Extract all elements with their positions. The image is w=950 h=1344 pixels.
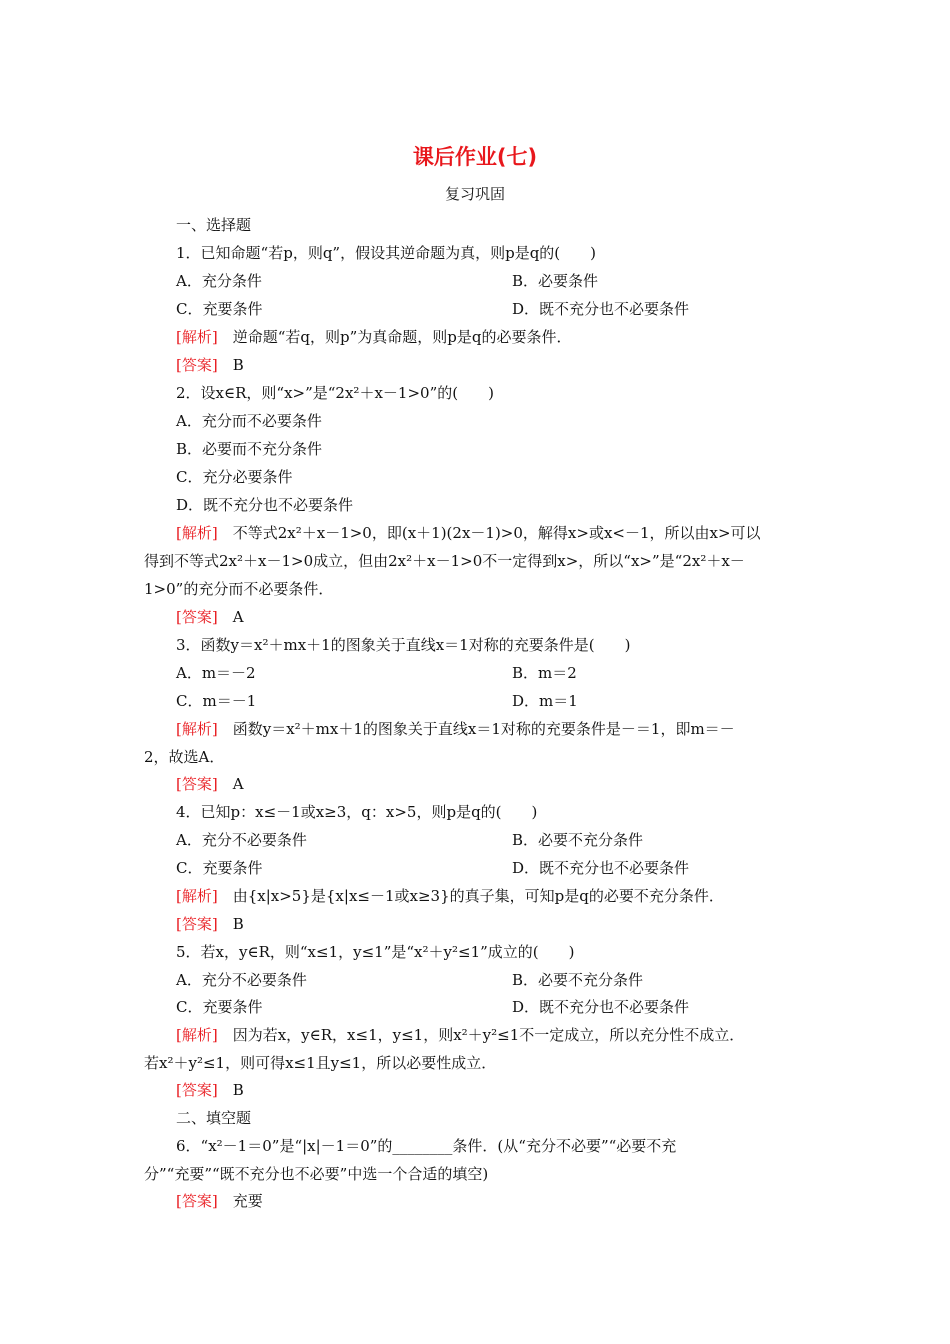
text-line-continued: 1>0”的充分而不必要条件．	[144, 580, 334, 598]
section-subtitle: 复习巩固	[444, 185, 505, 203]
answer-tag: [答案]	[176, 1192, 218, 1210]
answer-line	[176, 885, 724, 907]
answer-tag: [解析]	[176, 1026, 218, 1044]
choice-right: D．既不充分也不必要条件	[512, 300, 690, 318]
text-line-continued: 分”“充要”“既不充分也不必要”中选一个合适的填空)	[144, 1165, 489, 1183]
answer-tag: [答案]	[176, 1081, 218, 1099]
answer-tag: [答案]	[176, 608, 218, 626]
answer-line	[176, 1190, 263, 1212]
answer-text: 函数y＝x²＋mx＋1的图象关于直线x＝1对称的充要条件是－＝1，即m＝－	[217, 720, 735, 738]
answer-tag: [解析]	[176, 524, 218, 542]
text-line: 5．若x，y∈R，则“x≤1，y≤1”是“x²＋y²≤1”成立的( )	[176, 943, 575, 961]
choice-left: C．充要条件	[176, 300, 263, 318]
answer-text: A	[217, 608, 244, 626]
answer-text: B	[217, 356, 244, 374]
answer-text: 因为若x，y∈R，x≤1，y≤1，则x²＋y²≤1不一定成立，所以充分性不成立．	[217, 1026, 745, 1044]
answer-line	[176, 1079, 244, 1101]
answer-line	[176, 522, 761, 544]
choice-left: C．m＝－1	[176, 692, 257, 710]
answer-text: A	[217, 775, 244, 793]
page-title: 课后作业(七)	[412, 145, 538, 169]
text-line: 4．已知p：x≤－1或x≥3，q：x>5，则p是q的( )	[176, 803, 538, 821]
choice-right: D．既不充分也不必要条件	[512, 859, 690, 877]
answer-text: B	[217, 915, 244, 933]
text-line-continued: 2，故选A．	[144, 748, 225, 766]
text-line: B．必要而不充分条件	[176, 440, 323, 458]
answer-tag: [答案]	[176, 775, 218, 793]
answer-line	[176, 773, 244, 795]
answer-line	[176, 326, 571, 348]
choice-left: A．充分不必要条件	[176, 971, 307, 989]
answer-tag: [答案]	[176, 356, 218, 374]
choice-right: D．既不充分也不必要条件	[512, 998, 690, 1016]
answer-tag: [答案]	[176, 915, 218, 933]
text-line: 二、填空题	[176, 1109, 252, 1127]
choice-left: A．m＝－2	[176, 664, 256, 682]
answer-text: 由{x|x>5}是{x|x≤－1或x≥3}的真子集，可知p是q的必要不充分条件．	[217, 887, 724, 905]
answer-text: 逆命题“若q，则p”为真命题，则p是q的必要条件．	[217, 328, 572, 346]
choice-left: A．充分条件	[176, 272, 262, 290]
choice-left: A．充分不必要条件	[176, 831, 307, 849]
answer-text: 充要	[217, 1192, 263, 1210]
text-line: 一、选择题	[176, 216, 252, 234]
choice-right: D．m＝1	[512, 692, 578, 710]
text-line-continued: 若x²＋y²≤1，则可得x≤1且y≤1，所以必要性成立．	[144, 1054, 497, 1072]
choice-right: B．必要不充分条件	[512, 971, 644, 989]
answer-line	[176, 718, 735, 740]
answer-line	[176, 354, 244, 376]
answer-tag: [解析]	[176, 328, 218, 346]
choice-left: C．充要条件	[176, 998, 263, 1016]
choice-right: B．必要不充分条件	[512, 831, 644, 849]
text-line: 2．设x∈R，则“x>”是“2x²＋x－1>0”的( )	[176, 384, 494, 402]
text-line: C．充分必要条件	[176, 468, 293, 486]
answer-tag: [解析]	[176, 720, 218, 738]
answer-tag: [解析]	[176, 887, 218, 905]
answer-text: B	[217, 1081, 244, 1099]
answer-line	[176, 606, 244, 628]
choice-right: B．m＝2	[512, 664, 577, 682]
choice-right: B．必要条件	[512, 272, 599, 290]
text-line-continued: 得到不等式2x²＋x－1>0成立，但由2x²＋x－1>0不一定得到x>，所以“x>”是“2x²＋x－	[144, 552, 745, 570]
text-line: 6．“x²－1＝0”是“|x|－1＝0”的________条件．(从“充分不必要”“必要不充	[176, 1137, 677, 1155]
answer-line	[176, 1024, 744, 1046]
text-line: D．既不充分也不必要条件	[176, 496, 354, 514]
answer-text: 不等式2x²＋x－1>0，即(x＋1)(2x－1)>0，解得x>或x<－1，所以由x>可以	[217, 524, 761, 542]
text-line: 1．已知命题“若p，则q”，假设其逆命题为真，则p是q的( )	[176, 244, 596, 262]
choice-left: C．充要条件	[176, 859, 263, 877]
text-line: A．充分而不必要条件	[176, 412, 322, 430]
text-line: 3．函数y＝x²＋mx＋1的图象关于直线x＝1对称的充要条件是( )	[176, 636, 631, 654]
answer-line	[176, 913, 244, 935]
